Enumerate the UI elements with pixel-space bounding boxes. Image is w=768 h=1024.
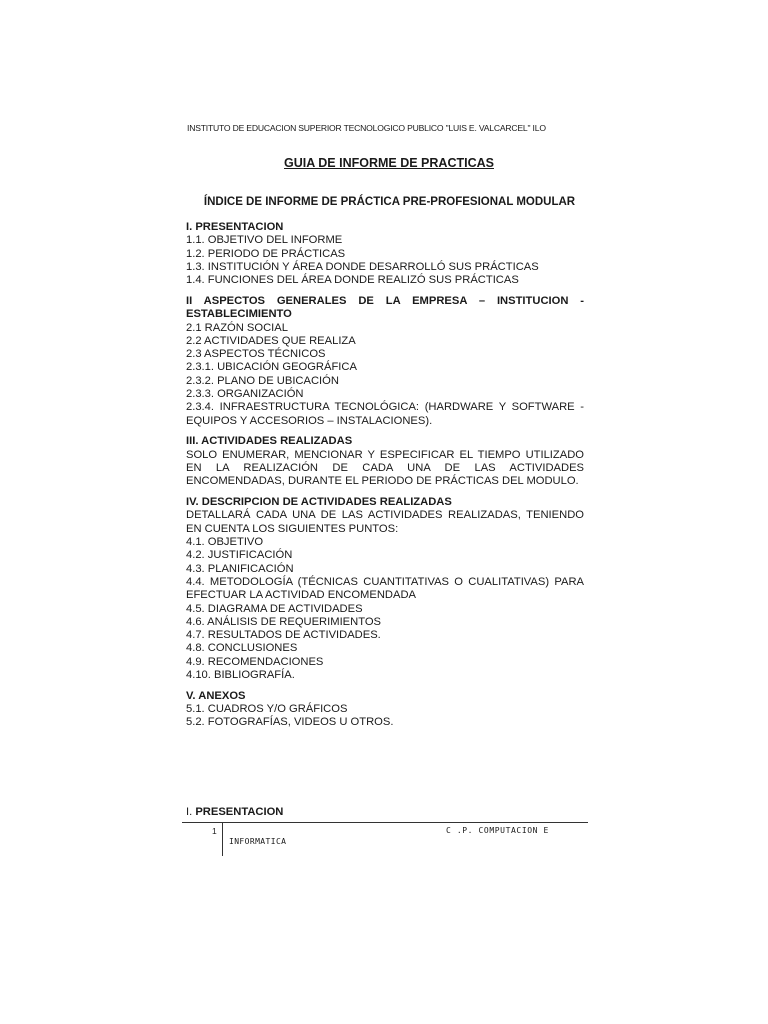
section-descripcion-actividades [186,496,584,682]
list-item: 5.1. CUADROS Y/O GRÁFICOS [186,703,348,716]
footer-career-line2: INFORMATICA [229,837,287,846]
list-item: 2.3.4. INFRAESTRUCTURA TECNOLÓGICA: (HARDWARE Y SOFTWARE - EQUIPOS Y ACCESORIOS – INSTALACIONES). [186,401,584,427]
section-heading: V. ANEXOS [186,689,246,702]
list-item: 2.1 RAZÓN SOCIAL [186,321,288,334]
index-title: ÍNDICE DE INFORME DE PRÁCTICA PRE-PROFESIONAL MODULAR [203,196,576,208]
list-item: 2.3.2. PLANO DE UBICACIÓN [186,374,339,387]
paragraph: SOLO ENUMERAR, MENCIONAR Y ESPECIFICAR EL TIEMPO UTILIZADO EN LA REALIZACIÓN DE CADA UNA DE LAS ACTIVIDADES ENCOMENDADAS, DURANTE EL PERIODO DE PRÁCTICAS DEL MODULO. [186,448,584,488]
list-item: 2.3.1. UBICACIÓN GEOGRÁFICA [186,361,357,374]
section-actividades-realizadas [186,435,584,488]
list-item: 1.1. OBJETIVO DEL INFORME [186,234,343,247]
section-presentacion [186,221,584,287]
footer-career-line1: C .P. COMPUTACION E [446,826,549,835]
list-item: 4.10. BIBLIOGRAFÍA. [186,669,295,681]
section-heading: I. PRESENTACION [186,221,284,233]
list-item: 1.4. FUNCIONES DEL ÁREA DONDE REALIZÓ SUS PRÁCTICAS [186,274,519,287]
list-item: 5.2. FOTOGRAFÍAS, VIDEOS U OTROS. [186,716,394,729]
next-section-prefix: I. [186,806,196,818]
section-anexos [186,690,584,730]
list-item: 4.3. PLANIFICACIÓN [186,562,294,575]
footer-divider [222,822,223,856]
section-heading: IV. DESCRIPCION DE ACTIVIDADES REALIZADAS [186,496,452,509]
list-item: 4.4. METODOLOGÍA (TÉCNICAS CUANTITATIVAS O CUALITATIVAS) PARA EFECTUAR LA ACTIVIDAD ENCOMENDADA [186,575,584,602]
list-item: 4.5. DIAGRAMA DE ACTIVIDADES [186,602,363,615]
list-item: 2.3 ASPECTOS TÉCNICOS [186,348,326,361]
index-content [186,221,584,730]
next-section-title: PRESENTACION [195,806,284,818]
page-number: 1 [212,826,217,836]
list-item: 4.2. JUSTIFICACIÓN [186,549,293,562]
list-item: 4.6. ANÁLISIS DE REQUERIMIENTOS [186,615,382,628]
section-heading: III. ACTIVIDADES REALIZADAS [186,435,353,448]
institute-name: INSTITUTO DE EDUCACION SUPERIOR TECNOLOGICO PUBLICO "LUIS E. VALCARCEL" ILO [187,123,546,133]
footer-rule [182,822,588,823]
list-item: 2.2 ACTIVIDADES QUE REALIZA [186,334,356,347]
list-item: 4.1. OBJETIVO [186,536,264,549]
section-aspectos-generales [186,295,584,428]
list-item: 1.2. PERIODO DE PRÁCTICAS [186,247,346,260]
list-item: 4.8. CONCLUSIONES [186,642,298,655]
list-item: 4.7. RESULTADOS DE ACTIVIDADES. [186,629,381,642]
section-heading: II ASPECTOS GENERALES DE LA EMPRESA – INSTITUCION - ESTABLECIMIENTO [186,294,584,321]
paragraph: DETALLARÁ CADA UNA DE LAS ACTIVIDADES REALIZADAS, TENIENDO EN CUENTA LOS SIGUIENTES PUNTOS: [186,509,584,535]
list-item: 1.3. INSTITUCIÓN Y ÁREA DONDE DESARROLLÓ SUS PRÁCTICAS [186,260,539,273]
list-item: 2.3.3. ORGANIZACIÓN [186,388,304,401]
list-item: 4.9. RECOMENDACIONES [186,655,324,668]
guide-title: GUIA DE INFORME DE PRACTICAS [284,156,494,170]
next-section-heading [186,806,283,818]
